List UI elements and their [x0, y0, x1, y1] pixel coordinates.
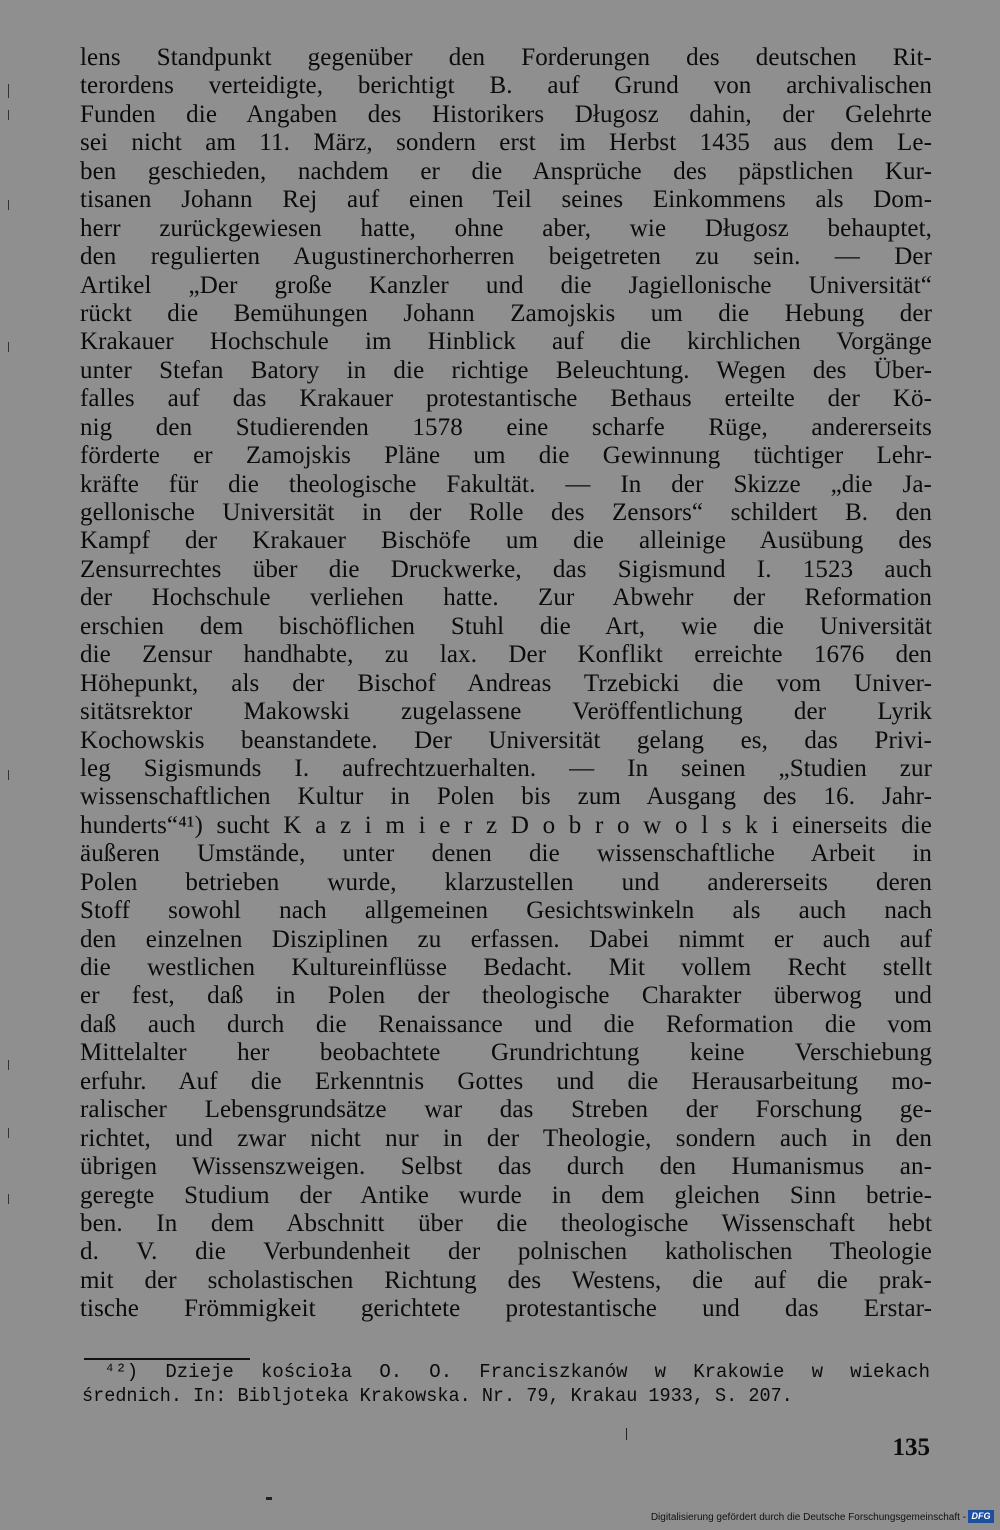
text-line: leg Sigismunds I. aufrechtzuerhalten. — In seinen „Studien zur	[80, 754, 932, 782]
text-line: falles auf das Krakauer protestantische Bethaus erteilte der Kö-	[80, 385, 932, 413]
text-line: ralischer Lebensgrundsätze war das Streben der Forschung ge-	[80, 1096, 932, 1124]
main-text-block	[80, 44, 932, 1324]
text-line: übrigen Wissenszweigen. Selbst das durch den Humanismus an-	[80, 1153, 932, 1181]
text-line: Höhepunkt, als der Bischof Andreas Trzebicki die vom Univer-	[80, 669, 932, 697]
text-line: äußeren Umstände, unter denen die wissenschaftliche Arbeit in	[80, 840, 932, 868]
text-line: terordens verteidigte, berichtigt B. auf Grund von archivalischen	[80, 72, 932, 100]
text-line: ben. In dem Abschnitt über die theologische Wissenschaft hebt	[80, 1209, 932, 1237]
text-line: hunderts“⁴¹) sucht K a z i m i e r z D o b r o w o l s k i einerseits die	[80, 811, 932, 839]
scan-mark	[8, 1194, 9, 1204]
text-line: ben geschieden, nachdem er die Ansprüche des päpstlichen Kur-	[80, 157, 932, 185]
text-line: die Zensur handhabte, zu lax. Der Konflikt erreichte 1676 den	[80, 641, 932, 669]
text-line: er fest, daß in Polen der theologische Charakter überwog und	[80, 982, 932, 1010]
footnote-line-1: ⁴²) Dzieje kościoła O. O. Franciszkanów w Krakowie w wiekach	[104, 1361, 930, 1383]
scan-speck	[626, 1428, 627, 1440]
text-line: Kampf der Krakauer Bischöfe um die alleinige Ausübung des	[80, 527, 932, 555]
text-line: sitätsrektor Makowski zugelassene Veröffentlichung der Lyrik	[80, 698, 932, 726]
text-line: Zensurrechtes über die Druckwerke, das Sigismund I. 1523 auch	[80, 555, 932, 583]
scan-mark	[8, 342, 9, 352]
text-line: gellonische Universität in der Rolle des Zensors“ schildert B. den	[80, 499, 932, 526]
scan-mark	[8, 200, 9, 210]
text-line: tische Frömmigkeit gerichtete protestantische und das Erstar-	[80, 1295, 932, 1323]
text-line: den regulierten Augustinerchorherren beigetreten zu sein. — Der	[80, 243, 932, 271]
text-line: erfuhr. Auf die Erkenntnis Gottes und die Herausarbeitung mo-	[80, 1067, 932, 1095]
text-line: d. V. die Verbundenheit der polnischen katholischen Theologie	[80, 1238, 932, 1266]
text-line: herr zurückgewiesen hatte, ohne aber, wie Długosz behauptet,	[80, 214, 932, 242]
text-line: der Hochschule verliehen hatte. Zur Abwehr der Reformation	[80, 584, 932, 612]
text-line: sei nicht am 11. März, sondern erst im Herbst 1435 aus dem Le-	[80, 129, 932, 157]
text-line: geregte Studium der Antike wurde in dem gleichen Sinn betrie-	[80, 1181, 932, 1209]
page-number: 135	[892, 1434, 930, 1461]
scan-speck	[266, 1497, 272, 1500]
text-line: mit der scholastischen Richtung des Westens, die auf die prak-	[80, 1266, 932, 1294]
text-line: tisanen Johann Rej auf einen Teil seines Einkommens als Dom-	[80, 186, 932, 214]
scan-mark	[8, 84, 9, 98]
text-line: unter Stefan Batory in die richtige Beleuchtung. Wegen des Über-	[80, 356, 932, 384]
text-line: rückt die Bemühungen Johann Zamojskis um die Hebung der	[80, 299, 932, 327]
digitization-credit: Digitalisierung gefördert durch die Deutsche Forschungsgemeinschaft -	[650, 1512, 966, 1523]
text-line: Polen betrieben wurde, klarzustellen und andererseits deren	[80, 868, 932, 896]
footnote-line-2: średnich. In: Bibljoteka Krakowska. Nr. 79, Krakau 1933, S. 207.	[82, 1385, 793, 1407]
text-line: Artikel „Der große Kanzler und die Jagiellonische Universität“	[80, 271, 932, 299]
text-line: Kochowskis beanstandete. Der Universität gelang es, das Privi-	[80, 726, 932, 754]
scan-mark	[8, 770, 9, 780]
scan-mark	[8, 1060, 9, 1070]
text-line: Funden die Angaben des Historikers Długosz dahin, der Gelehrte	[80, 100, 932, 128]
text-line: lens Standpunkt gegenüber den Forderungen des deutschen Rit-	[80, 44, 932, 71]
text-line: erschien dem bischöflichen Stuhl die Art, wie die Universität	[80, 612, 932, 640]
dfg-logo: DFG	[968, 1510, 994, 1523]
text-line: daß auch durch die Renaissance und die Reformation die vom	[80, 1010, 932, 1038]
text-line: Krakauer Hochschule im Hinblick auf die kirchlichen Vorgänge	[80, 328, 932, 356]
footnote	[82, 1360, 930, 1408]
scan-mark	[8, 110, 9, 120]
scan-mark	[8, 1128, 9, 1138]
text-line: den einzelnen Disziplinen zu erfassen. Dabei nimmt er auch auf	[80, 925, 932, 953]
text-line: Mittelalter her beobachtete Grundrichtung keine Verschiebung	[80, 1039, 932, 1067]
text-line: richtet, und zwar nicht nur in der Theologie, sondern auch in den	[80, 1124, 932, 1152]
text-line: förderte er Zamojskis Pläne um die Gewinnung tüchtiger Lehr-	[80, 442, 932, 470]
text-line: die westlichen Kultureinflüsse Bedacht. Mit vollem Recht stellt	[80, 954, 932, 981]
text-line: wissenschaftlichen Kultur in Polen bis zum Ausgang des 16. Jahr-	[80, 783, 932, 811]
text-line: Stoff sowohl nach allgemeinen Gesichtswinkeln als auch nach	[80, 897, 932, 925]
text-line: kräfte für die theologische Fakultät. — In der Skizze „die Ja-	[80, 470, 932, 498]
text-line: nig den Studierenden 1578 eine scharfe Rüge, andererseits	[80, 413, 932, 441]
